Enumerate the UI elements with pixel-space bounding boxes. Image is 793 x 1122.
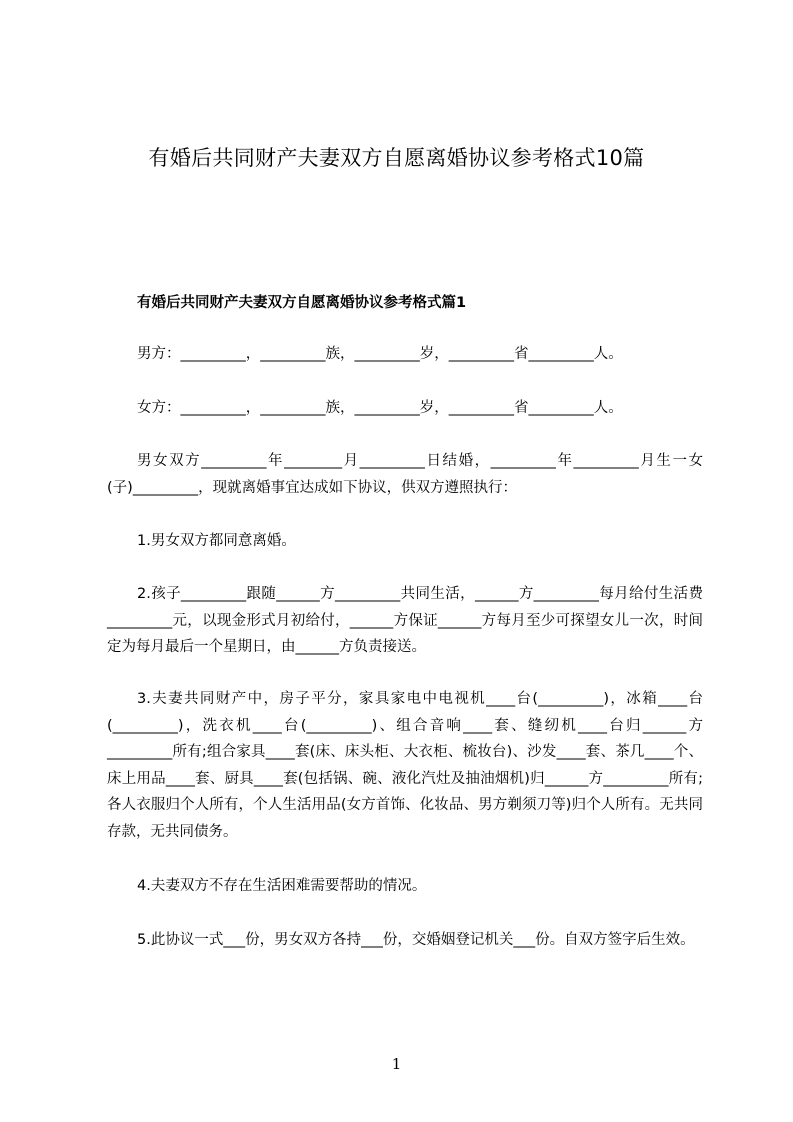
paragraph-clause-1: 1.男女双方都同意离婚。 (137, 533, 296, 549)
section-heading: 有婚后共同财产夫妻双方自愿离婚协议参考格式篇1 (137, 295, 467, 311)
paragraph-clause-3: 3.夫妻共同财产中，房子平分，家具家电中电视机____台(_________)，冰箱____台(_________)，洗衣机____台(_________)、组合音响____套、缝纫机____台归______方_________所有;组合家具____套(床、床头柜、大衣柜、梳妆台)、沙发____套、茶几____个、床上用品____套、厨具____套(包括锅、碗、液化汽灶及抽油烟机)归______方_________所有;各人衣服归个人所有，个人生活用品(女方首饰、化妆品、男方剃须刀等)归个人所有。无共同存款，无共同债务。 (107, 691, 703, 840)
document-title: 有婚后共同财产夫妻双方自愿离婚协议参考格式10篇 (148, 146, 645, 170)
paragraph-marriage-info: 男女双方_________年________月_________日结婚，_________年_________月生一女(子)_________，现就离婚事宜达成如下协议，供双方遵照执行： (107, 453, 703, 496)
paragraph-male-party: 男方：_________，_________族，_________岁，_________省_________人。 (137, 346, 623, 362)
paragraph-clause-5: 5.此协议一式___份，男女双方各持___份，交婚姻登记机关___份。自双方签字后生效。 (137, 932, 695, 948)
paragraph-clause-2: 2.孩子_________跟随______方_________共同生活，______方_________每月给付生活费_________元，以现金形式月初给付，______方保证______方每月至少可探望女儿一次，时间定为每月最后一个星期日，由______方负责接送。 (107, 586, 703, 655)
paragraph-clause-4: 4.夫妻双方不存在生活困难需要帮助的情况。 (137, 878, 427, 894)
paragraph-female-party: 女方：_________，_________族，_________岁，_________省_________人。 (137, 400, 623, 416)
page-number: 1 (391, 1055, 402, 1073)
